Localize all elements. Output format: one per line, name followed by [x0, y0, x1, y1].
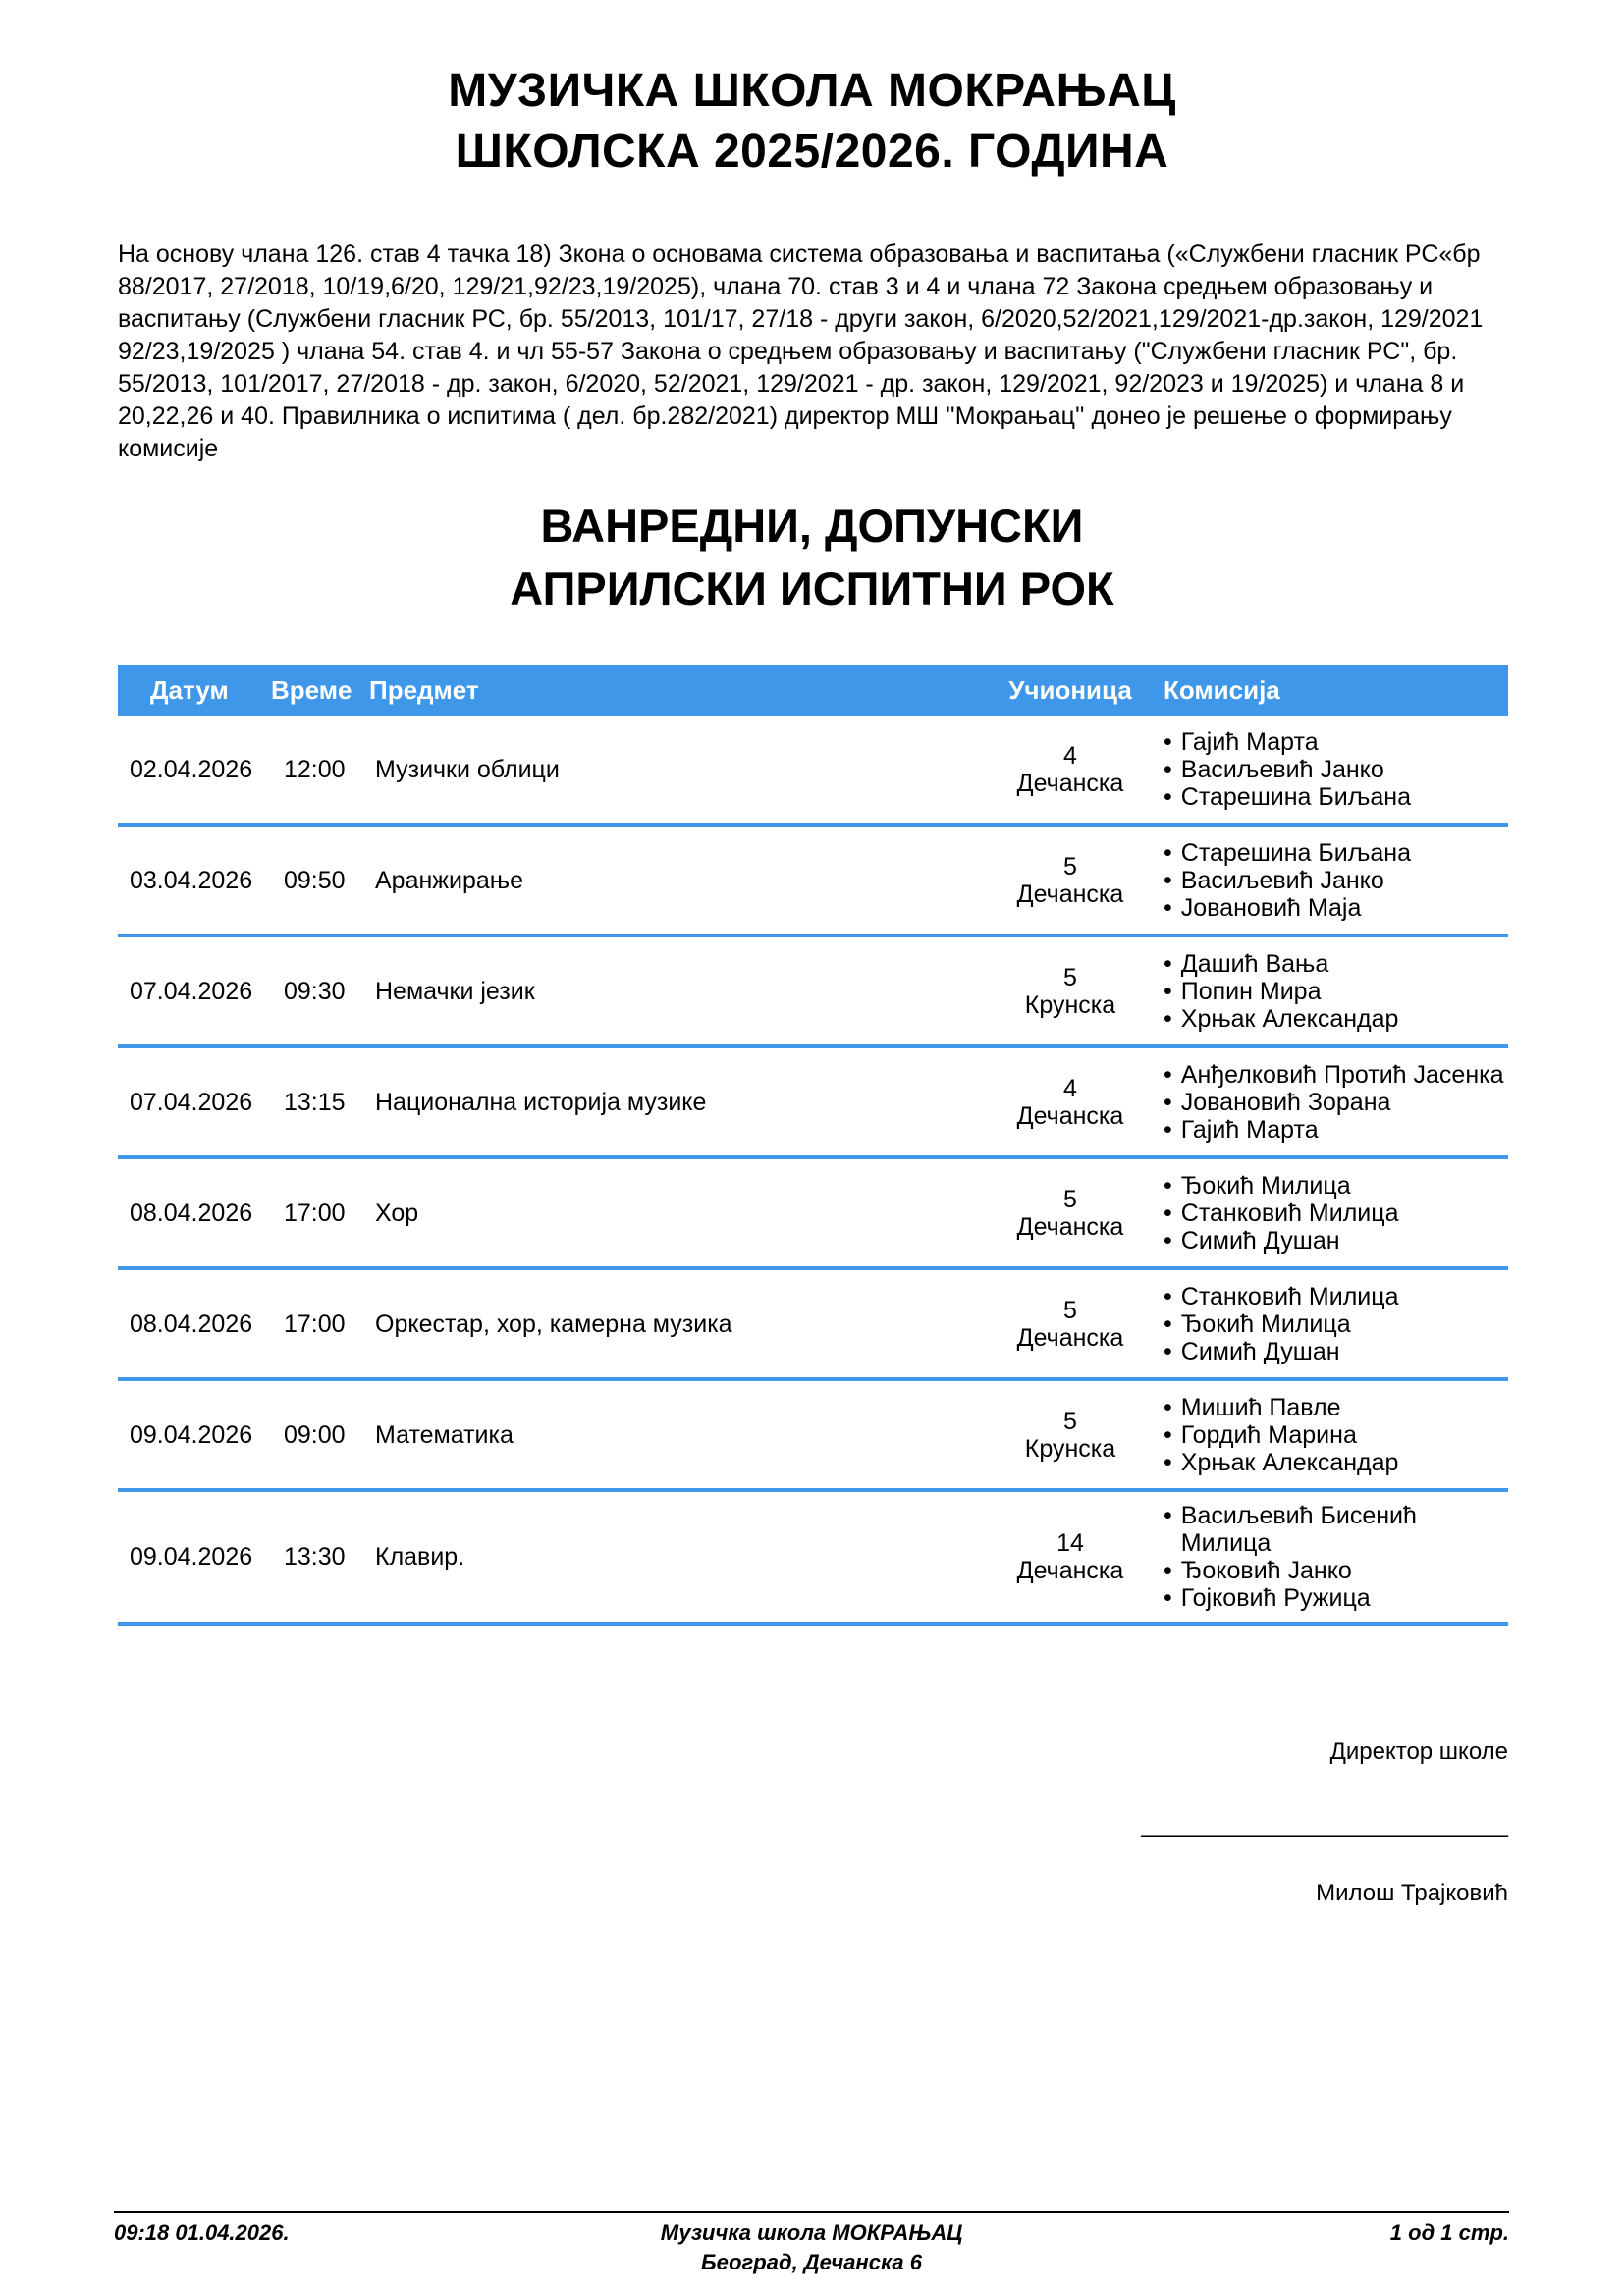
classroom-number: 5 — [1063, 1185, 1077, 1213]
classroom-street: Дечанска — [1016, 880, 1124, 908]
commission-member-name: Васиљевић Јанко — [1180, 866, 1384, 894]
classroom-street: Крунска — [1024, 1434, 1116, 1463]
commission-member — [1164, 1310, 1504, 1338]
classroom-number: 5 — [1063, 963, 1077, 991]
exam-time-cell: 09:30 — [284, 977, 346, 1005]
commission-member — [1164, 783, 1504, 811]
bullet-icon: • — [1164, 1502, 1172, 1529]
bullet-icon: • — [1164, 1448, 1172, 1476]
exam-classroom-cell — [987, 1297, 1154, 1352]
header-commission: Комисија — [1164, 674, 1280, 705]
commission-member — [1164, 1172, 1504, 1200]
commission-member-name: Станковић Милица — [1180, 1282, 1399, 1310]
classroom-street: Дечанска — [1016, 769, 1124, 797]
commission-list — [1154, 1273, 1508, 1375]
exam-table-row — [118, 827, 1508, 937]
bullet-icon: • — [1164, 838, 1172, 867]
classroom-street: Крунска — [1024, 990, 1116, 1019]
exam-table-row — [118, 937, 1508, 1048]
classroom-number: 4 — [1063, 1074, 1077, 1102]
exam-time-cell: 13:15 — [284, 1088, 346, 1116]
bullet-icon: • — [1164, 755, 1172, 783]
bullet-icon: • — [1164, 782, 1172, 811]
commission-member-name: Анђелковић Протић Јасенка — [1180, 1060, 1504, 1089]
classroom-number: 14 — [1056, 1529, 1084, 1557]
exam-time-cell: 17:00 — [284, 1309, 346, 1338]
exam-date-cell: 03.04.2026 — [130, 866, 253, 894]
commission-member-name: Попин Мира — [1180, 977, 1322, 1005]
commission-member — [1164, 756, 1504, 783]
exam-date-cell: 08.04.2026 — [130, 1199, 253, 1227]
bullet-icon: • — [1164, 893, 1172, 922]
commission-member — [1164, 1116, 1504, 1144]
bullet-icon: • — [1164, 1004, 1172, 1033]
commission-member-name: Гордић Марина — [1180, 1420, 1357, 1449]
exam-table-row — [118, 1381, 1508, 1492]
commission-member — [1164, 894, 1504, 922]
commission-list — [1154, 1162, 1508, 1264]
exam-time-cell: 09:00 — [284, 1420, 346, 1449]
classroom-number: 5 — [1063, 852, 1077, 881]
exam-schedule-table — [118, 665, 1508, 1626]
commission-member-name: Хрњак Александар — [1180, 1004, 1399, 1033]
commission-member — [1164, 1502, 1504, 1557]
bullet-icon: • — [1164, 1420, 1172, 1449]
bullet-icon: • — [1164, 1309, 1172, 1338]
header-subject: Предмет — [369, 674, 479, 705]
exam-table-row — [118, 1270, 1508, 1381]
exam-table-body — [118, 716, 1508, 1626]
page-footer — [114, 2219, 1509, 2276]
commission-member-name: Станковић Милица — [1180, 1199, 1399, 1227]
signature-role: Директор школе — [1329, 1738, 1508, 1765]
commission-list — [1154, 1492, 1508, 1622]
exam-classroom-cell — [987, 1408, 1154, 1463]
bullet-icon: • — [1164, 1226, 1172, 1255]
exam-date-cell: 08.04.2026 — [130, 1309, 253, 1338]
exam-time-cell: 13:30 — [284, 1543, 346, 1571]
exam-time-cell: 12:00 — [284, 755, 346, 783]
bullet-icon: • — [1164, 949, 1172, 978]
exam-classroom-cell — [987, 1186, 1154, 1241]
exam-classroom-cell — [987, 1075, 1154, 1130]
commission-member-name: Ђоковић Јанко — [1180, 1557, 1352, 1584]
document-title — [0, 61, 1624, 183]
commission-member-name: Јовановић Зорана — [1180, 1088, 1391, 1116]
commission-member-name: Јовановић Маја — [1180, 893, 1362, 922]
bullet-icon: • — [1164, 1088, 1172, 1116]
bullet-icon: • — [1164, 1060, 1172, 1089]
commission-member — [1164, 839, 1504, 867]
bullet-icon: • — [1164, 977, 1172, 1005]
commission-list — [1154, 1051, 1508, 1153]
exam-classroom-cell — [987, 964, 1154, 1019]
exam-date-cell: 07.04.2026 — [130, 977, 253, 1005]
bullet-icon: • — [1164, 1337, 1172, 1365]
commission-member-name: Ђокић Милица — [1180, 1309, 1351, 1338]
classroom-street: Дечанска — [1016, 1323, 1124, 1352]
commission-member — [1164, 978, 1504, 1005]
commission-member-name: Васиљевић Јанко — [1180, 755, 1384, 783]
commission-member — [1164, 867, 1504, 894]
commission-member — [1164, 1584, 1504, 1612]
exam-term-subtitle — [0, 495, 1624, 620]
header-time: Време — [271, 674, 352, 705]
classroom-number: 5 — [1063, 1407, 1077, 1435]
commission-list — [1154, 829, 1508, 932]
commission-member-name: Гојковић Ружица — [1180, 1584, 1371, 1612]
commission-member — [1164, 1089, 1504, 1116]
commission-member — [1164, 728, 1504, 756]
bullet-icon: • — [1164, 1282, 1172, 1310]
footer-row — [114, 2219, 1509, 2247]
exam-subject-cell: Хор — [375, 1199, 419, 1227]
bullet-icon: • — [1164, 1393, 1172, 1421]
bullet-icon: • — [1164, 866, 1172, 894]
commission-member — [1164, 1005, 1504, 1033]
exam-time-cell: 17:00 — [284, 1199, 346, 1227]
commission-list — [1154, 940, 1508, 1042]
header-classroom: Учионица — [1008, 674, 1132, 705]
commission-member — [1164, 1557, 1504, 1584]
exam-table-row — [118, 1048, 1508, 1159]
commission-member — [1164, 1283, 1504, 1310]
exam-date-cell: 02.04.2026 — [130, 755, 253, 783]
commission-list — [1154, 719, 1508, 821]
commission-member-name: Хрњак Александар — [1180, 1448, 1399, 1476]
bullet-icon: • — [1164, 1171, 1172, 1200]
footer-divider — [114, 2211, 1509, 2213]
header-date: Датум — [150, 674, 229, 705]
exam-classroom-cell — [987, 742, 1154, 797]
commission-member-name: Дашић Вања — [1180, 949, 1329, 978]
exam-subject-cell: Немачки језик — [375, 977, 535, 1005]
commission-member — [1164, 1061, 1504, 1089]
exam-time-cell: 09:50 — [284, 866, 346, 894]
signature-line: ____________________________ — [1141, 1811, 1508, 1838]
commission-member — [1164, 1421, 1504, 1449]
commission-member-name: Мишић Павле — [1180, 1393, 1341, 1421]
commission-member — [1164, 1449, 1504, 1476]
classroom-street: Дечанска — [1016, 1212, 1124, 1241]
bullet-icon: • — [1164, 1557, 1172, 1584]
commission-member — [1164, 1200, 1504, 1227]
commission-member — [1164, 1227, 1504, 1255]
footer-print-datetime: 09:18 01.04.2026. — [114, 2220, 290, 2245]
signature-block — [1141, 1737, 1508, 1908]
commission-member-name: Гајић Марта — [1180, 1115, 1319, 1144]
exam-date-cell: 09.04.2026 — [130, 1420, 253, 1449]
exam-classroom-cell — [987, 1529, 1154, 1584]
exam-table-row — [118, 1492, 1508, 1626]
commission-member — [1164, 950, 1504, 978]
exam-classroom-cell — [987, 853, 1154, 908]
exam-date-cell: 09.04.2026 — [130, 1543, 253, 1571]
classroom-number: 4 — [1063, 741, 1077, 770]
bullet-icon: • — [1164, 1584, 1172, 1612]
bullet-icon: • — [1164, 727, 1172, 756]
commission-member-name: Симић Душан — [1180, 1337, 1340, 1365]
classroom-street: Дечанска — [1016, 1557, 1124, 1584]
footer-page-number: 1 од 1 стр. — [1389, 2220, 1509, 2245]
exam-table-header — [118, 665, 1508, 716]
commission-member-name: Старешина Биљана — [1180, 782, 1412, 811]
legal-intro-paragraph: На основу члана 126. став 4 тачка 18) Зкона о основама система образовања и васпитања («Службени гласник РС«бр 88/2017, 27/2018, 10/19,6/20, 129/21,92/23,19/2025), члана 70. став 3 и 4 и члана 72 Закона средњем образовању и васпитању (Службени гласник РС, бр. 55/2013, 101/17, 27/18 - други закон, 6/2020,52/2021,129/2021-др.закон, 129/2021 92/23,19/2025 ) члана 54. став 4. и чл 55-57 Закона о средњем образовању и васпитању ("Службени гласник РС", бр. 55/2013, 101/2017, 27/2018 - др. закон, 6/2020, 52/2021, 129/2021 - др. закон, 129/2021, 92/2023 и 19/2025) и члана 8 и 20,22,26 и 40. Правилника о испитима ( дел. бр.282/2021) директор МШ ''Мокрањац'' донео је решење о формирању комисије — [118, 240, 1484, 462]
exam-subject-cell: Клавир. — [375, 1543, 465, 1571]
classroom-number: 5 — [1063, 1296, 1077, 1324]
commission-member-name: Старешина Биљана — [1180, 838, 1412, 867]
commission-member-name: Васиљевић Бисенић Милица — [1180, 1502, 1417, 1557]
bullet-icon: • — [1164, 1199, 1172, 1227]
commission-member — [1164, 1338, 1504, 1365]
exam-table-row — [118, 1159, 1508, 1270]
exam-term-subtitle-line2: АПРИЛСКИ ИСПИТНИ РОК — [510, 562, 1114, 614]
exam-subject-cell: Аранжирање — [375, 866, 524, 894]
exam-table-row — [118, 716, 1508, 827]
document-title-line1: МУЗИЧКА ШКОЛА МОКРАЊАЦ — [448, 65, 1176, 117]
exam-subject-cell: Оркестар, хор, камерна музика — [375, 1309, 732, 1338]
classroom-street: Дечанска — [1016, 1101, 1124, 1130]
footer-school-name: Музичка школа МОКРАЊАЦ — [660, 2220, 963, 2245]
commission-member — [1164, 1394, 1504, 1421]
signature-name: Милош Трајковић — [1316, 1880, 1508, 1906]
exam-date-cell: 07.04.2026 — [130, 1088, 253, 1116]
commission-member-name: Симић Душан — [1180, 1226, 1340, 1255]
commission-member-name: Ђокић Милица — [1180, 1171, 1351, 1200]
exam-subject-cell: Математика — [375, 1420, 514, 1449]
exam-term-subtitle-line1: ВАНРЕДНИ, ДОПУНСКИ — [540, 500, 1084, 552]
exam-subject-cell: Национална историја музике — [375, 1088, 707, 1116]
bullet-icon: • — [1164, 1115, 1172, 1144]
commission-list — [1154, 1384, 1508, 1486]
footer-school-address: Београд, Дечанска 6 — [701, 2250, 922, 2274]
commission-member-name: Гајић Марта — [1180, 727, 1319, 756]
document-title-line2: ШКОЛСКА 2025/2026. ГОДИНА — [455, 126, 1169, 178]
exam-subject-cell: Музички облици — [375, 755, 560, 783]
